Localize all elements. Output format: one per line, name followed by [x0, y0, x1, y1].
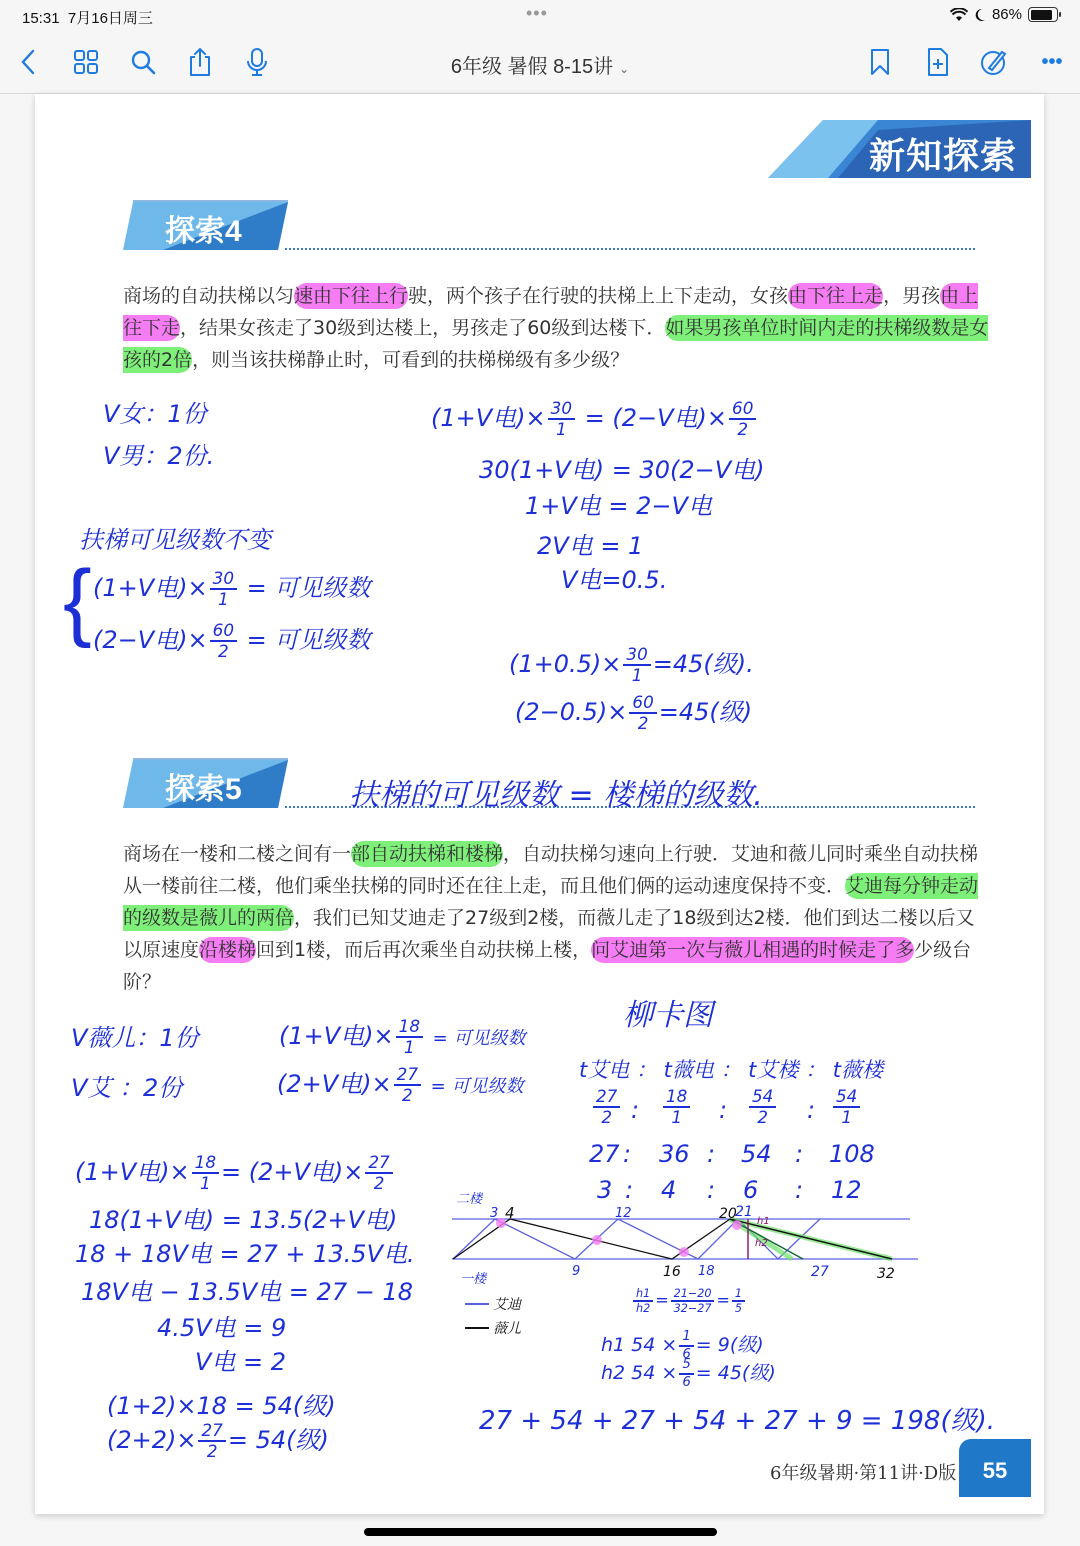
battery-percent: 86% — [991, 6, 1022, 23]
ratio-sep: : — [795, 1176, 804, 1204]
page-footer: 6年级暑期·第11讲·D版 — [770, 1463, 957, 1484]
chevron-down-icon: ⌄ — [619, 62, 630, 76]
toolbar — [0, 32, 1080, 94]
home-indicator[interactable] — [364, 1528, 717, 1536]
problem-text: 商场在一楼和二楼之间有一 — [123, 843, 352, 865]
chart-tick: 12 — [615, 1206, 632, 1221]
note-eq4: 2V电 = 1 — [537, 532, 644, 560]
chart-legend-aidi — [465, 1294, 521, 1314]
brace-symbol: { — [63, 553, 92, 649]
multitasking-dots[interactable]: ••• — [526, 3, 548, 23]
banner-title: 新知探索 — [868, 135, 1017, 176]
note-final-answer: 27 + 54 + 27 + 54 + 27 + 9 = 198(级). — [479, 1406, 996, 1436]
note-check2: (2−0.5)× $\frac{60}{2}$ =45(级) — [515, 692, 753, 733]
ratio-sep: : — [707, 1140, 716, 1168]
problem-text: 驶，两个孩子在行驶的扶梯上上下走动，女孩 — [408, 285, 789, 307]
note-h2: h2 54 × $\frac{5}{6}$ = 45(级) — [601, 1357, 776, 1390]
add-page-button[interactable] — [922, 46, 954, 78]
legend-line-icon — [465, 1303, 489, 1305]
ratio-sep: : — [623, 1140, 632, 1168]
note-v-girl: V女：1份 — [103, 400, 207, 428]
bookmark-icon — [869, 48, 891, 76]
status-bar — [0, 0, 1080, 32]
note-h-ratio: $\frac{h1}{h2}$ = $\frac{21-20}{32-27}$ = $\frac{1}{5}$ — [631, 1288, 747, 1314]
highlighted-text-pink: 由上往下走 — [123, 285, 979, 339]
chart-tick: 3 — [490, 1206, 499, 1221]
highlighted-text-green: 如果男孩单位时间内走的扶梯级数是女孩的2倍 — [123, 317, 989, 371]
chart-legend-wei — [465, 1318, 521, 1338]
problem-text: 商场的自动扶梯以匀 — [123, 285, 295, 307]
chart-floor2-label: 二楼 — [456, 1192, 483, 1207]
problem-text: ，自动扶梯匀速向上行驶．艾迪和薇儿同时乘坐自动扶梯从一楼前往二楼，他们乘坐扶梯的同时还在往上走，而且他们俩的运动速度保持不变． — [123, 843, 979, 897]
note-check1: (1+0.5)× $\frac{30}{1}$ =45(级). — [509, 644, 754, 685]
note-v-wei: V薇儿：1份 — [71, 1024, 199, 1052]
chart-tick: 20 — [719, 1206, 737, 1222]
more-icon: ••• — [1041, 50, 1063, 73]
chart-tick: 32 — [877, 1266, 895, 1282]
ratio-value: 36 — [659, 1140, 690, 1168]
markup-button[interactable] — [978, 46, 1010, 78]
ratio-value: 27 — [589, 1140, 620, 1168]
problem-text: 少级台阶？ — [123, 939, 972, 993]
note-v-boy: V男：2份. — [103, 442, 215, 470]
wifi-icon — [950, 8, 968, 22]
note-r2: (2+V电)× $\frac{27}{2}$ = 可见级数 — [277, 1064, 524, 1105]
document-title[interactable]: 6年级 暑假 8-15讲 ⌄ — [450, 56, 630, 78]
ratio-value: 54 — [741, 1140, 772, 1168]
note-eq1: (1+V电)× $\frac{30}{1}$ = (2−V电)× $\frac{60}{2}$ — [431, 398, 758, 438]
divider — [285, 248, 975, 250]
note-eq3: 1+V电 = 2−V电 — [525, 492, 712, 520]
chart-tick: 18 — [698, 1264, 715, 1279]
highlighted-text-pink: 沿楼梯 — [199, 939, 257, 961]
explore4-label: 探索4 — [165, 215, 242, 248]
highlighted-text-pink: 由下往上走 — [788, 285, 884, 307]
ratio-frac: $\frac{54}{2}$ — [747, 1088, 778, 1126]
markup-icon — [980, 48, 1008, 76]
ratio-frac: $\frac{54}{1}$ — [831, 1088, 862, 1126]
note-s5: 4.5V电 = 9 — [157, 1314, 287, 1342]
note-s6: V电 = 2 — [195, 1348, 287, 1376]
ratio-sep: : — [625, 1176, 634, 1204]
chart-h1-label: h1 — [757, 1216, 770, 1227]
ratio-value: 4 — [661, 1176, 677, 1204]
note-principle: 扶梯可见级数不变 — [79, 526, 271, 554]
chart-tick: 9 — [572, 1264, 581, 1279]
legend-line-icon — [465, 1327, 489, 1329]
note-s4: 18V电 − 13.5V电 = 27 − 18 — [81, 1278, 413, 1306]
note-h1: h1 54 × $\frac{1}{6}$ = 9(级) — [601, 1329, 764, 1362]
ratio-sep: : — [631, 1096, 640, 1124]
ratio-sep: : — [807, 1096, 816, 1124]
ratio-sep: : — [707, 1176, 716, 1204]
highlighted-text-pink: 速由下往上行 — [294, 285, 409, 307]
highlighted-text-green: 部自动扶梯和楼梯 — [351, 843, 504, 865]
explore4-problem-text — [123, 280, 993, 376]
explore5-tag — [123, 758, 288, 808]
problem-text: ，我们已知艾迪走了27级到2楼，而薇儿走了18级到达2楼．他们到达二楼以后又以原速度 — [123, 907, 975, 961]
chart-tick: 27 — [811, 1264, 829, 1280]
note-s8: (2+2)× $\frac{27}{2}$ = 54(级) — [107, 1420, 329, 1461]
moon-icon — [974, 8, 986, 22]
status-time: 15:31 7月16日周三 — [22, 10, 153, 27]
problem-text: ，结果女孩走了30级到达楼上，男孩走了60级到达楼下． — [180, 317, 666, 339]
battery-icon — [1028, 7, 1058, 22]
explore4-tag — [123, 200, 288, 250]
note-eq5: V电=0.5. — [561, 566, 668, 594]
page-number: 55 — [959, 1439, 1031, 1497]
note-s2: 18(1+V电) = 13.5(2+V电) — [89, 1206, 398, 1234]
note-s1: (1+V电)× $\frac{18}{1}$ = (2+V电)× $\frac{27}{2}$ — [75, 1152, 395, 1192]
liuka-chart — [440, 1179, 930, 1339]
ratio-frac: $\frac{18}{1}$ — [661, 1088, 692, 1126]
problem-text: ，则当该扶梯静止时，可看到的扶梯梯级有多少级？ — [192, 349, 630, 371]
note-system-eq1: (1+V电)× $\frac{30}{1}$ = 可见级数 — [93, 568, 371, 609]
ratio-value: 12 — [831, 1176, 862, 1204]
problem-text: 回到1楼，而后再次乘坐自动扶梯上楼， — [256, 939, 592, 961]
problem-text: ，男孩 — [883, 285, 941, 307]
chart-tick: 21 — [735, 1204, 753, 1220]
chart-h2-label: h2 — [755, 1238, 768, 1249]
note-eq2: 30(1+V电) = 30(2−V电) — [479, 456, 765, 484]
note-system-eq2: (2−V电)× $\frac{60}{2}$ = 可见级数 — [93, 620, 371, 661]
note-ratio-header: t艾电 ： t薇电 ： t艾楼 ： t薇楼 — [579, 1058, 883, 1082]
note-v-ai: V艾 ：2份 — [71, 1074, 183, 1102]
explore5-label: 探索5 — [165, 773, 242, 806]
bookmark-button[interactable] — [864, 46, 896, 78]
ratio-value: 3 — [597, 1176, 613, 1204]
ratio-sep: : — [795, 1140, 804, 1168]
highlighted-text-green: 艾迪每分钟走动的级数是薇儿的两倍 — [123, 875, 979, 929]
more-button[interactable] — [1036, 46, 1068, 78]
legend-label: 薇儿 — [493, 1321, 521, 1337]
chart-floor1-label: 一楼 — [460, 1272, 487, 1287]
ratio-sep: : — [719, 1096, 728, 1124]
note-r1: (1+V电)× $\frac{18}{1}$ = 可见级数 — [279, 1016, 526, 1057]
legend-label: 艾迪 — [493, 1297, 521, 1313]
note-diagram-title: 柳卡图 — [623, 998, 713, 1033]
chart-tick: 4 — [505, 1204, 515, 1222]
ratio-value: 108 — [829, 1140, 875, 1168]
ratio-fractions-row — [591, 1088, 891, 1128]
note-s7: (1+2)×18 = 54(级) — [107, 1392, 336, 1420]
chart-tick: 16 — [663, 1264, 681, 1280]
section-banner — [768, 120, 1031, 178]
ratio-value: 6 — [743, 1176, 759, 1204]
document-page — [35, 94, 1044, 1514]
highlighted-text-pink: 问艾迪第一次与薇儿相遇的时候走了多 — [591, 939, 915, 961]
add-page-icon — [926, 47, 950, 77]
explore5-problem-text — [123, 838, 993, 998]
note-explore5-header: 扶梯的可见级数 = 楼梯的级数. — [349, 778, 763, 813]
note-s3: 18 + 18V电 = 27 + 13.5V电. — [75, 1240, 415, 1268]
ratio-frac: $\frac{27}{2}$ — [591, 1088, 622, 1126]
